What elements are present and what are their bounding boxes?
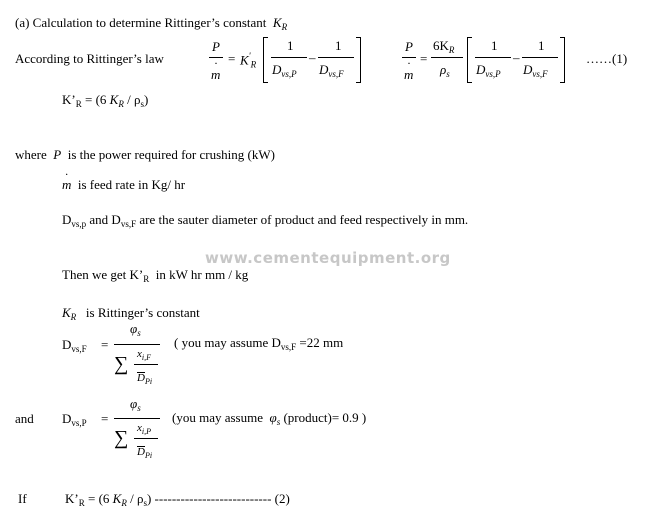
right-bracket (356, 37, 361, 83)
inner-fraction-bar (134, 438, 158, 439)
fraction-bar (271, 57, 307, 58)
dvsp-note: (you may assume $\varphi_s$ (product)= 0.9 ) (172, 410, 367, 427)
where-line: where P is the power required for crushing (kW) (15, 147, 275, 162)
left-bracket (263, 37, 268, 83)
dvsf-note: ( you may assume $D_{vs,F} =22$ mm (174, 335, 344, 352)
right-bracket (560, 37, 565, 83)
section-heading: (a) Calculation to determine Rittinger’s constant $K_R$ (15, 15, 288, 32)
equation-number: ……(1) (586, 51, 628, 66)
left-bracket (467, 37, 472, 83)
final-equation: $K’_R = (6$ $K_R / \rho_s$) --------------------------- (2) (65, 491, 290, 508)
fraction-bar (475, 57, 511, 58)
fraction-bar (318, 57, 354, 58)
watermark: www.cementequipment.org (205, 249, 451, 267)
kr-symbol: K (272, 15, 282, 30)
final-if: If (18, 491, 27, 506)
kr-constant-line: $K_R$ is Rittinger’s constant (62, 305, 200, 322)
law-intro: According to Rittinger’s law (15, 51, 164, 66)
units-line: Then we get $K’_R$ in kW hr mm / kg (62, 267, 249, 284)
fraction-bar (114, 418, 160, 419)
kprime-definition: $K’_R = (6$ $K_R / \rho_s$) (62, 92, 149, 109)
feed-rate-line: m is feed rate in Kg/ hr (62, 177, 186, 192)
fraction-bar (431, 57, 463, 58)
fraction-bar (114, 344, 160, 345)
inner-fraction-bar (134, 364, 158, 365)
document-page: (a) Calculation to determine Rittinger’s constant $K_R$ According to Rittinger’s law P · m = $K'_R$ 1 $D_{vs,P}$ – 1 $D_{vs,F}$ P · m = $6K_R$ $\rho_s$ 1 $D_{vs,P}$ – 1 $D_{vs,F}$ ……(1) $K’_R = (6$ $K_R / \rho_s$) where P is the power required for crushing (kW) · m is feed rate in Kg/ hr $D_{vs,p}$ and $D_{vs,F}$ are the sauter diameter of product and feed respectively in mm. www.cementequipment.org Then we get $K’_R$ in kW hr mm / kg $K_R$ is Rittinger’s constant $D_{vs,F}$ = $\varphi_s$ ∑ $x_{i,F}$ $D_{Pi}$ ( you may assume $D_{vs,F} =22$ mm and $D_{vs,P}$ = $\varphi_s$ ∑ $x_{i,P}$ $D_{Pi}$ (you may assume $\varphi_s$ (product)= 0.9 ) If $K’_R = (6$ $K_R / \rho_s$) --------------------------- (2) (15, 15, 628, 508)
fraction-bar (522, 57, 558, 58)
sauter-line: $D_{vs,p}$ and $D_{vs,F}$ are the sauter diameter of product and feed respectively in mm. (62, 212, 469, 229)
